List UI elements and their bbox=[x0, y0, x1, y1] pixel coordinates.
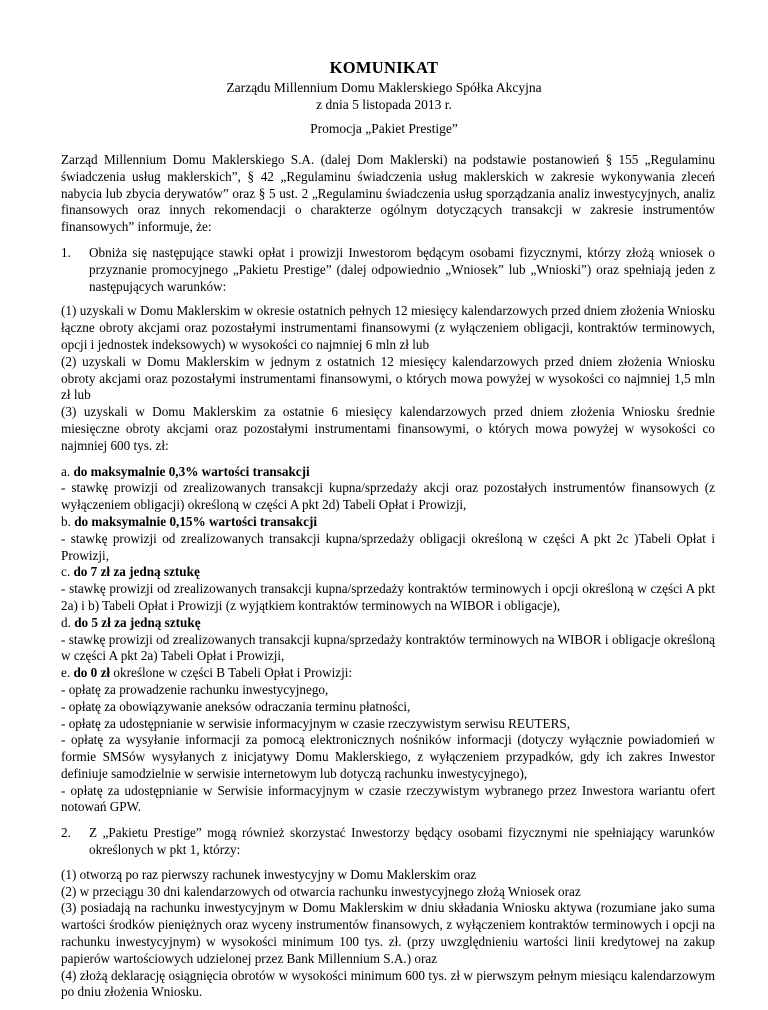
condition-item: (1) uzyskali w Domu Maklerskim w okresie ostatnich pełnych 12 miesięcy kalendarzowych przed dniem złożenia Wniosku łączne obroty akcjami oraz pozostałymi instrumentami finansowymi (z wyłączeniem obligacji, kontraktów terminowych, opcji i jednostek indeksowych) w wysokości co najmniej 6 mln zł lub bbox=[61, 303, 715, 352]
reduction-desc-d: - stawkę prowizji od zrealizowanych transakcji kupna/sprzedaży kontraktów terminowych na WIBOR i obligacje określoną w części A pkt 2a) Tabeli Opłat i Prowizji, bbox=[61, 631, 715, 664]
section-2-heading bbox=[61, 825, 715, 859]
section-1-conditions bbox=[61, 303, 715, 454]
fee-item: - opłatę za udostępnianie w Serwisie informacyjnym w czasie rzeczywistym wybranego przez Inwestora wariantu ofert notowań GPW. bbox=[61, 782, 715, 815]
condition-item: (3) uzyskali w Domu Maklerskim za ostatnie 6 miesięcy kalendarzowych przed dniem złożenia Wniosku średnie miesięczne obroty akcjami oraz pozostałymi instrumentami finansowymi, o których mowa powyżej w wysokości co najmniej 600 tys. zł: bbox=[61, 404, 715, 453]
condition-item: (1) otworzą po raz pierwszy rachunek inwestycyjny w Domu Maklerskim oraz bbox=[61, 866, 477, 882]
condition-item: (3) posiadają na rachunku inwestycyjnym w Domu Maklerskim w dniu składania Wniosku aktywa (rozumiane jako suma wartości środków pieniężnych oraz wyceny instrumentów finansowych, z wyłączeniem kontraktów terminowych i opcji na rachunku inwestycyjnym) w wysokości minimum 100 tys. zł. (przy uwzględnieniu wartości linii kredytowej na zakup papierów wartościowych udzielonej przez Bank Millennium S.A.) oraz bbox=[61, 900, 715, 966]
section-1-heading bbox=[61, 245, 715, 295]
item-prefix: a. bbox=[61, 463, 74, 479]
condition-item: (2) w przeciągu 30 dni kalendarzowych od otwarcia rachunku inwestycyjnego złożą Wniosek oraz bbox=[61, 883, 581, 899]
reduction-desc-b: - stawkę prowizji od zrealizowanych transakcji kupna/sprzedaży obligacji określoną w części A pkt 2c )Tabeli Opłat i Prowizji, bbox=[61, 530, 715, 563]
item-bold: do 7 zł za jedną sztukę bbox=[73, 564, 200, 580]
promotion-title: Promocja „Pakiet Prestige” bbox=[310, 121, 458, 136]
section-text: Z „Pakietu Prestige” mogą również skorzystać Inwestorzy będący osobami fizycznymi nie spełniający warunków określonych w pkt 1, którzy: bbox=[89, 825, 715, 858]
intro-paragraph: Zarząd Millennium Domu Maklerskiego S.A. (dalej Dom Maklerski) na podstawie postanowień § 155 „Regulaminu świadczenia usług maklerskich”, § 42 „Regulaminu świadczenia usług maklerskich w zakresie wykonywania zleceń nabycia lub zbycia derywatów” oraz § 5 ust. 2 „Regulaminu świadczenia usług sporządzania analiz inwestycyjnych, analiz finansowych oraz innych rekomendacji o charakterze ogólnym dotyczących transakcji w zakresie instrumentów finansowych” informuje, że: bbox=[61, 152, 715, 235]
section-number: 2. bbox=[61, 825, 71, 841]
item-bold: do maksymalnie 0,3% wartości transakcji bbox=[73, 463, 310, 479]
document-title: KOMUNIKAT bbox=[329, 58, 439, 77]
reduction-desc-c: - stawkę prowizji od zrealizowanych transakcji kupna/sprzedaży kontraktów terminowych i opcji określoną w części A pkt 2a) i b) Tabeli Opłat i Prowizji (z wyjątkiem kontraktów terminowych na WIBOR i obligacje), bbox=[61, 581, 715, 613]
reduction-desc-a: - stawkę prowizji od zrealizowanych transakcji kupna/sprzedaży akcji oraz pozostałych instrumentów finansowych (z wyłączeniem obligacji) określoną w części A pkt 2d) Tabeli Opłat i Prowizji, bbox=[61, 480, 715, 513]
document-subtitle bbox=[0, 79, 768, 113]
reduction-heading-d bbox=[61, 615, 715, 632]
item-prefix: c. bbox=[61, 564, 74, 580]
document-body bbox=[61, 152, 715, 1010]
item-prefix: b. bbox=[61, 513, 75, 529]
issuer-line: Zarządu Millennium Domu Maklerskiego Spółka Akcyjna bbox=[226, 80, 542, 95]
fee-item: - opłatę za udostępnianie w serwisie informacyjnym w czasie rzeczywistym serwisu REUTERS, bbox=[61, 715, 571, 731]
item-prefix: e. bbox=[61, 665, 74, 681]
condition-item: (4) złożą deklarację osiągnięcia obrotów w wysokości minimum 600 tys. zł w pierwszym pełnym miesiącu kalendarzowym po dniu złożenia Wniosku. bbox=[61, 967, 715, 1000]
section-1-fee-reductions bbox=[61, 464, 715, 817]
reduction-heading-e bbox=[61, 665, 715, 682]
condition-item: (2) uzyskali w Domu Maklerskim w jednym z ostatnich 12 miesięcy kalendarzowych przed dniem złożenia Wniosku obroty akcjami oraz pozostałymi instrumentami finansowymi, o których mowa powyżej w wysokości co najmniej 1,5 mln zł lub bbox=[61, 353, 715, 403]
item-bold: do 5 zł za jedną sztukę bbox=[74, 614, 201, 630]
reduction-heading-a bbox=[61, 464, 715, 481]
item-rest: określone w części B Tabeli Opłat i Prowizji: bbox=[110, 665, 353, 681]
section-text: Obniża się następujące stawki opłat i prowizji Inwestorom będącym osobami fizycznymi, którzy złożą wniosek o przyznanie promocyjnego „Pakietu Prestige” (dalej odpowiednio „Wniosek” lub „Wnioski”) oraz spełniają jeden z następujących warunków: bbox=[89, 244, 715, 294]
fee-item: - opłatę za wysyłanie informacji za pomocą elektronicznych nośników informacji (dotyczy wyłącznie powiadomień w formie SMSów wysyłanych z inicjatywy Domu Maklerskiego, z wyłączeniem przypadków, gdy ich zakres Inwestor definiuje samodzielnie w serwisie internetowym lub dotyczą rachunku inwestycyjnego), bbox=[61, 732, 715, 781]
fee-item: - opłatę za obowiązywanie aneksów odraczania terminu płatności, bbox=[61, 698, 411, 714]
fee-item: - opłatę za prowadzenie rachunku inwestycyjnego, bbox=[61, 681, 329, 697]
item-bold: do 0 zł bbox=[73, 665, 111, 681]
section-number: 1. bbox=[61, 244, 71, 260]
reduction-heading-c bbox=[61, 564, 715, 581]
section-2-conditions bbox=[61, 867, 715, 1001]
item-bold: do maksymalnie 0,15% wartości transakcji bbox=[74, 513, 318, 529]
reduction-heading-b bbox=[61, 514, 715, 531]
item-prefix: d. bbox=[61, 614, 75, 630]
date-line: z dnia 5 listopada 2013 r. bbox=[316, 97, 452, 112]
